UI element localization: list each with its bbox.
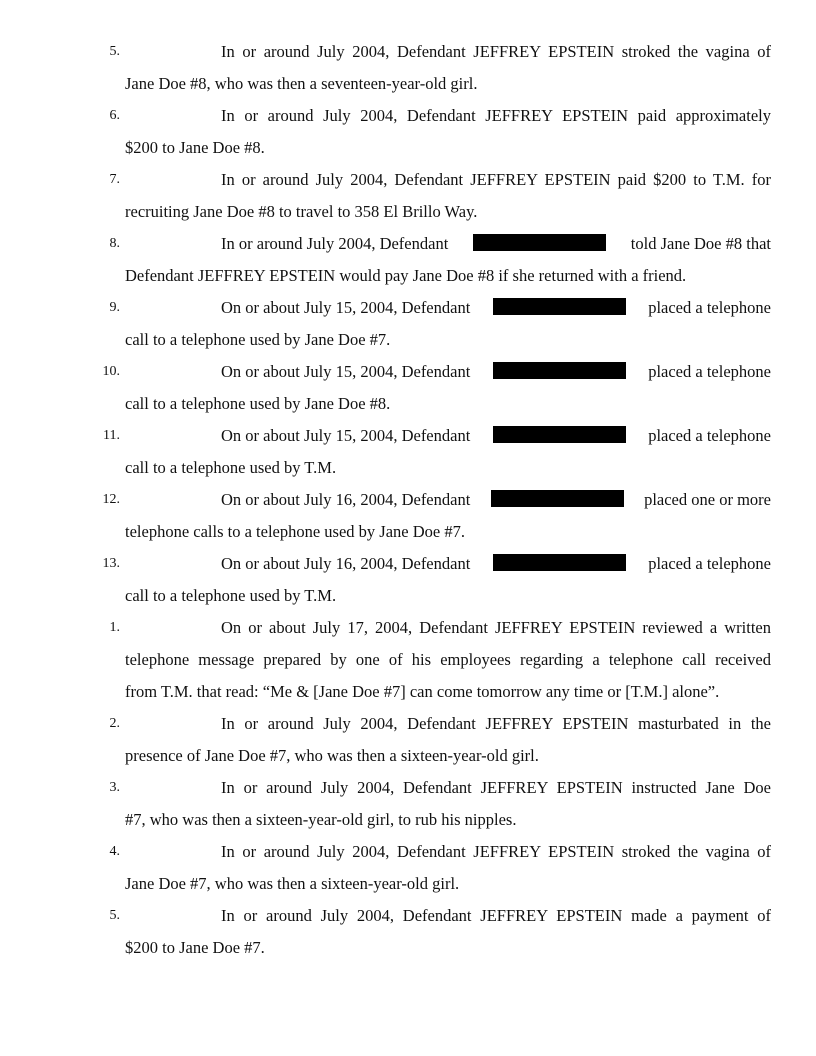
paragraph-line: In or around July 2004, Defendant JEFFREY EPSTEIN paid approximately bbox=[221, 106, 771, 125]
paragraph-line: On or about July 17, 2004, Defendant JEFFREY EPSTEIN reviewed a written bbox=[221, 618, 771, 637]
paragraph-number: 3. bbox=[109, 780, 120, 795]
line-text: told Jane Doe #8 that bbox=[630, 234, 771, 253]
paragraph-number: 4. bbox=[109, 844, 120, 859]
paragraph-number: 11. bbox=[103, 428, 120, 443]
paragraph-line: call to a telephone used by Jane Doe #7. bbox=[125, 330, 391, 349]
paragraph-line: In or around July 2004, Defendant JEFFREY EPSTEIN stroked the vagina of bbox=[221, 42, 771, 61]
paragraph-line: Jane Doe #8, who was then a seventeen-year-old girl. bbox=[125, 74, 478, 93]
paragraph-line: telephone calls to a telephone used by Jane Doe #7. bbox=[125, 522, 465, 541]
paragraph-number: 8. bbox=[109, 236, 120, 251]
paragraph-line: In or around July 2004, Defendant JEFFREY EPSTEIN masturbated in the bbox=[221, 714, 771, 733]
redaction-box bbox=[493, 362, 626, 379]
redaction-box bbox=[491, 490, 624, 507]
paragraph-line bbox=[221, 426, 771, 458]
line-text: placed a telephone bbox=[648, 426, 771, 445]
line-text: On or about July 16, 2004, Defendant bbox=[221, 554, 471, 573]
redaction-box bbox=[493, 426, 626, 443]
paragraph-number: 7. bbox=[109, 172, 120, 187]
line-text: On or about July 15, 2004, Defendant bbox=[221, 362, 471, 381]
paragraph-line: call to a telephone used by Jane Doe #8. bbox=[125, 394, 391, 413]
paragraph-line: call to a telephone used by T.M. bbox=[125, 458, 337, 477]
paragraph-line: Jane Doe #7, who was then a sixteen-year-old girl. bbox=[125, 874, 460, 893]
paragraph-number: 6. bbox=[109, 108, 120, 123]
paragraph-number: 10. bbox=[102, 364, 120, 379]
paragraph-line: recruiting Jane Doe #8 to travel to 358 El Brillo Way. bbox=[125, 202, 478, 221]
paragraph-number: 1. bbox=[109, 620, 120, 635]
redaction-box bbox=[493, 298, 626, 315]
line-text: In or around July 2004, Defendant bbox=[221, 234, 449, 253]
paragraph-line bbox=[221, 490, 771, 522]
paragraph-line: call to a telephone used by T.M. bbox=[125, 586, 337, 605]
paragraph-line bbox=[221, 554, 771, 586]
line-text: placed a telephone bbox=[648, 362, 771, 381]
paragraph-line: telephone message prepared by one of his employees regarding a telephone call received bbox=[125, 650, 771, 669]
paragraph-number: 13. bbox=[102, 556, 120, 571]
paragraph-line: In or around July 2004, Defendant JEFFREY EPSTEIN paid $200 to T.M. for bbox=[221, 170, 771, 189]
paragraph-line: In or around July 2004, Defendant JEFFREY EPSTEIN stroked the vagina of bbox=[221, 842, 771, 861]
paragraph-line: $200 to Jane Doe #7. bbox=[125, 938, 265, 957]
paragraph-number: 5. bbox=[109, 908, 120, 923]
paragraph-line: In or around July 2004, Defendant JEFFREY EPSTEIN instructed Jane Doe bbox=[221, 778, 771, 797]
line-text: placed a telephone bbox=[648, 554, 771, 573]
paragraph-number: 2. bbox=[109, 716, 120, 731]
paragraph-line: from T.M. that read: “Me & [Jane Doe #7] can come tomorrow any time or [T.M.] alone”. bbox=[125, 682, 720, 701]
line-text: placed one or more bbox=[644, 490, 771, 509]
paragraph-line: presence of Jane Doe #7, who was then a sixteen-year-old girl. bbox=[125, 746, 539, 765]
paragraph-line: In or around July 2004, Defendant JEFFREY EPSTEIN made a payment of bbox=[221, 906, 771, 925]
redaction-box bbox=[493, 554, 626, 571]
paragraph-line: $200 to Jane Doe #8. bbox=[125, 138, 265, 157]
paragraph-line bbox=[221, 362, 771, 394]
redaction-box bbox=[473, 234, 606, 251]
line-text: On or about July 15, 2004, Defendant bbox=[221, 298, 471, 317]
line-text: On or about July 16, 2004, Defendant bbox=[221, 490, 471, 509]
paragraph-line bbox=[221, 234, 771, 266]
line-text: placed a telephone bbox=[648, 298, 771, 317]
paragraph-number: 9. bbox=[109, 300, 120, 315]
paragraph-line: #7, who was then a sixteen-year-old girl, to rub his nipples. bbox=[125, 810, 517, 829]
paragraph-line bbox=[221, 298, 771, 330]
paragraph-number: 12. bbox=[102, 492, 120, 507]
line-text: On or about July 15, 2004, Defendant bbox=[221, 426, 471, 445]
paragraph-line: Defendant JEFFREY EPSTEIN would pay Jane Doe #8 if she returned with a friend. bbox=[125, 266, 687, 285]
paragraph-number: 5. bbox=[109, 44, 120, 59]
